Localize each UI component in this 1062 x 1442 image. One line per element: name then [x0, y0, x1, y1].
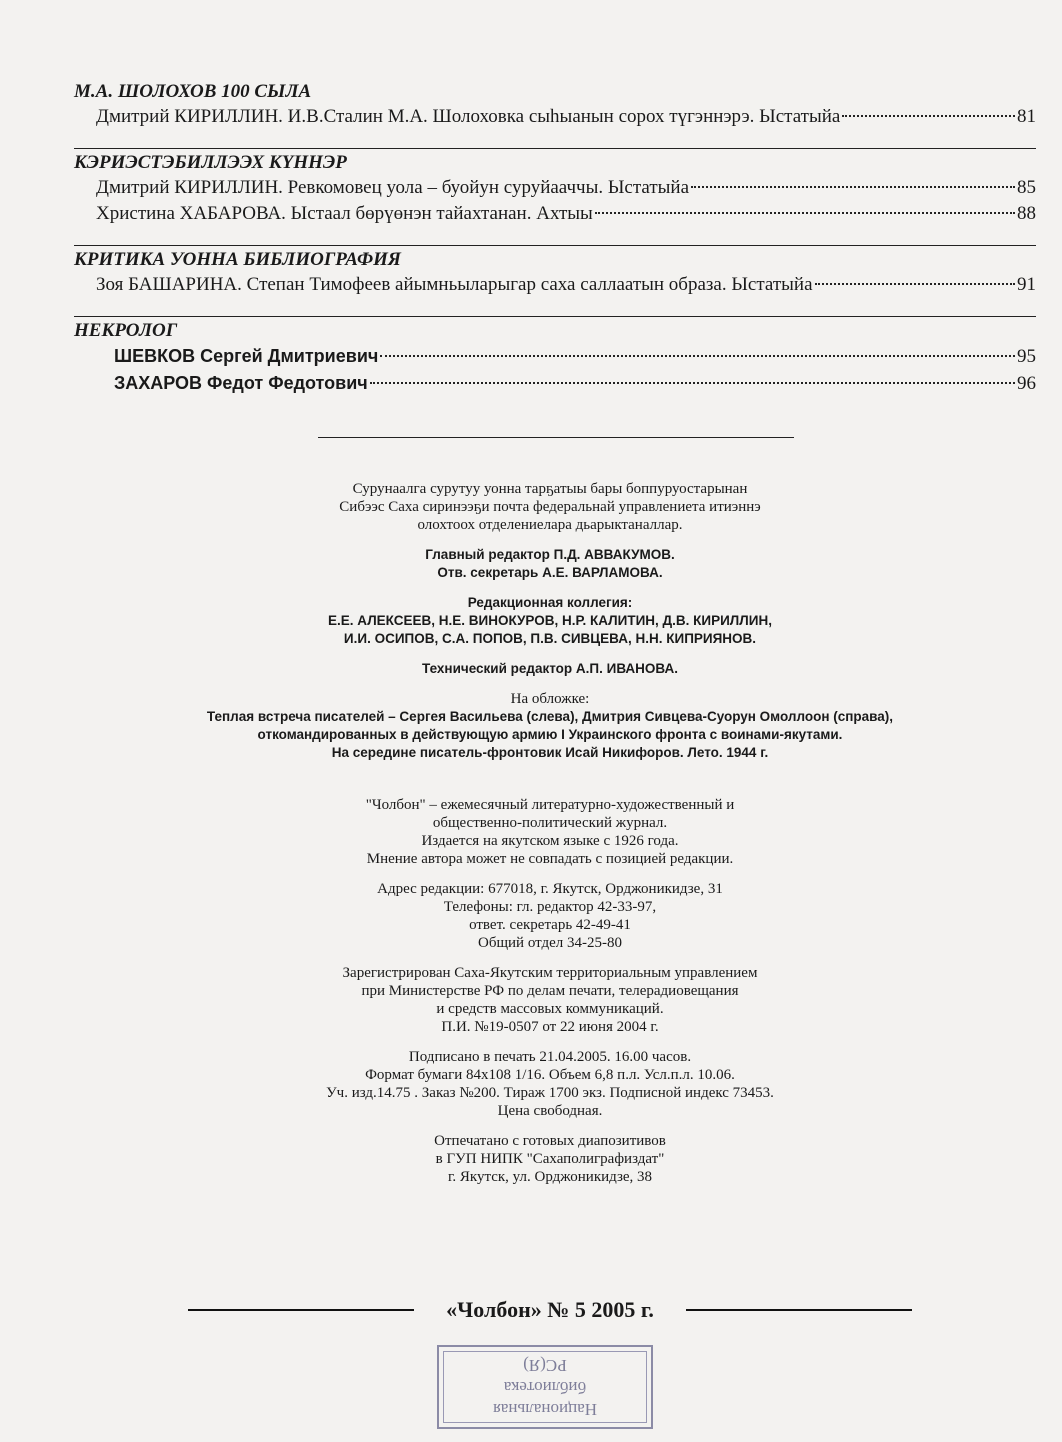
- entry-text: Христина ХАБАРОВА. Ыстаал бөрүөнэн тайахтанан. Ахтыы: [96, 203, 593, 224]
- imprint-line: Адрес редакции: 677018, г. Якутск, Орджоникидзе, 31: [377, 881, 723, 897]
- divider: [318, 437, 794, 438]
- imprint-line: Уч. изд.14.75 . Заказ №200. Тираж 1700 экз. Подписной индекс 73453.: [326, 1085, 774, 1101]
- imprint-line: г. Якутск, ул. Орджоникидзе, 38: [447, 1169, 653, 1185]
- imprint-line: Отпечатано с готовых диапозитивов: [434, 1133, 666, 1149]
- imprint-line: Зарегистрирован Саха-Якутским территориальным управлением: [342, 965, 758, 981]
- imprint-line: П.И. №19-0507 от 22 июня 2004 г.: [441, 1019, 659, 1035]
- toc-entry: [74, 370, 1036, 397]
- imprint-line: и средств массовых коммуникаций.: [436, 1001, 664, 1017]
- imprint-line: Сурунаалга сурутуу уонна тарҕатыы бары боппуруостарынан: [352, 481, 748, 497]
- imprint-line: Цена свободная.: [497, 1103, 603, 1119]
- toc-entry: [74, 175, 1036, 201]
- chief-editor: Главный редактор П.Д. АВВАКУМОВ.: [425, 547, 675, 562]
- entry-text: Дмитрий КИРИЛЛИН. И.В.Сталин М.А. Шолоховка сыһыанын сорох түгэннэрэ. Ыстатыйа: [96, 106, 841, 127]
- entry-page: 91: [1017, 274, 1036, 295]
- leader-dots: [691, 186, 1015, 188]
- board-block: [150, 594, 950, 648]
- imprint-line: в ГУП НИПК "Сахаполиграфиздат": [435, 1151, 665, 1167]
- section-title: КЭРИЭСТЭБИЛЛЭЭХ КҮННЭР: [74, 148, 1036, 175]
- imprint-line: при Министерстве РФ по делам печати, телерадиовещания: [361, 983, 739, 999]
- leader-dots: [842, 115, 1015, 117]
- cover-caption: откомандированных в действующую армию I Украинского фронта с воинами-якутами.: [257, 727, 843, 742]
- toc-section: [74, 316, 1036, 397]
- section-title: М.А. ШОЛОХОВ 100 СЫЛА: [74, 81, 312, 102]
- imprint-line: олохтоох отделениелара дьарыктаналлар.: [417, 517, 683, 533]
- entry-text: ЗАХАРОВ Федот Федотович: [114, 373, 368, 393]
- toc-entry: [74, 272, 1036, 298]
- leader-dots: [370, 382, 1015, 384]
- entry-page: 81: [1017, 106, 1036, 127]
- editors-block: [150, 546, 950, 582]
- imprint-line: Подписано в печать 21.04.2005. 16.00 часов.: [408, 1049, 692, 1065]
- toc-section: [74, 245, 1036, 298]
- entry-text: ШЕВКОВ Сергей Дмитриевич: [114, 346, 379, 366]
- board-members: Е.Е. АЛЕКСЕЕВ, Н.Е. ВИНОКУРОВ, Н.Р. КАЛИТИН, Д.В. КИРИЛЛИН,: [328, 613, 772, 628]
- registration-block: [150, 964, 950, 1036]
- imprint-line: ответ. секретарь 42-49-41: [469, 917, 631, 933]
- section-title: НЕКРОЛОГ: [74, 316, 1036, 343]
- stamp-line: библиотека: [503, 1378, 587, 1397]
- footer: [188, 1297, 912, 1323]
- board-members: И.И. ОСИПОВ, С.А. ПОПОВ, П.В. СИВЦЕВА, Н.Н. КИПРИЯНОВ.: [343, 631, 757, 646]
- stamp-line: РС(Я): [523, 1356, 567, 1375]
- leader-dots: [815, 283, 1016, 285]
- toc-entry: [74, 201, 1036, 227]
- entry-page: 95: [1017, 346, 1036, 367]
- leader-dots: [595, 212, 1015, 214]
- entry-page: 88: [1017, 203, 1036, 224]
- imprint: [150, 480, 950, 1198]
- library-stamp: [437, 1345, 653, 1429]
- toc-entry: [74, 104, 1036, 130]
- issue-label: «Чолбон» № 5 2005 г.: [446, 1297, 654, 1322]
- imprint-line: Мнение автора может не совпадать с позицией редакции.: [366, 851, 734, 867]
- imprint-line: Сибээс Саха сиринээҕи почта федеральнай управлениета итиэннэ: [339, 499, 761, 515]
- footer-rule-left: [188, 1309, 414, 1311]
- imprint-line: Издается на якутском языке с 1926 года.: [421, 833, 679, 849]
- entry-page: 85: [1017, 177, 1036, 198]
- footer-rule-right: [686, 1309, 912, 1311]
- cover-block: [150, 690, 950, 762]
- about-block: [150, 796, 950, 868]
- toc-section: [74, 78, 1036, 130]
- address-block: [150, 880, 950, 952]
- cover-caption: Теплая встреча писателей – Сергея Васильева (слева), Дмитрия Сивцева-Суорун Омоллоон (справа),: [206, 709, 894, 724]
- imprint-line: Общий отдел 34-25-80: [478, 935, 622, 951]
- toc-section: [74, 148, 1036, 227]
- entry-text: Зоя БАШАРИНА. Степан Тимофеев айымньыларыгар саха саллаатын образа. Ыстатыйа: [96, 274, 813, 295]
- leader-dots: [380, 355, 1015, 357]
- imprint-line: общественно-политический журнал.: [432, 815, 668, 831]
- secretary: Отв. секретарь А.Е. ВАРЛАМОВА.: [437, 565, 663, 580]
- entry-page: 96: [1017, 373, 1036, 394]
- section-title: КРИТИКА УОННА БИБЛИОГРАФИЯ: [74, 245, 1036, 272]
- printer-block: [150, 1132, 950, 1186]
- tech-editor-block: [150, 660, 950, 678]
- imprint-line: Формат бумаги 84x108 1/16. Объем 6,8 п.л. Усл.п.л. 10.06.: [365, 1067, 735, 1083]
- table-of-contents: [74, 78, 1036, 415]
- cover-title: На обложке:: [510, 691, 590, 707]
- entry-text: Дмитрий КИРИЛЛИН. Ревкомовец уола – буойун суруйааччы. Ыстатыйа: [96, 177, 690, 198]
- printing-block: [150, 1048, 950, 1120]
- cover-caption: На середине писатель-фронтовик Исай Никифоров. Лето. 1944 г.: [331, 745, 769, 760]
- toc-entry: [74, 343, 1036, 370]
- stamp-line: Национальная: [493, 1400, 598, 1419]
- tech-editor: Технический редактор А.П. ИВАНОВА.: [422, 661, 678, 676]
- dedication-block: [150, 480, 950, 534]
- board-title: Редакционная коллегия:: [467, 595, 633, 610]
- imprint-line: "Чолбон" – ежемесячный литературно-художественный и: [365, 797, 735, 813]
- imprint-line: Телефоны: гл. редактор 42-33-97,: [443, 899, 657, 915]
